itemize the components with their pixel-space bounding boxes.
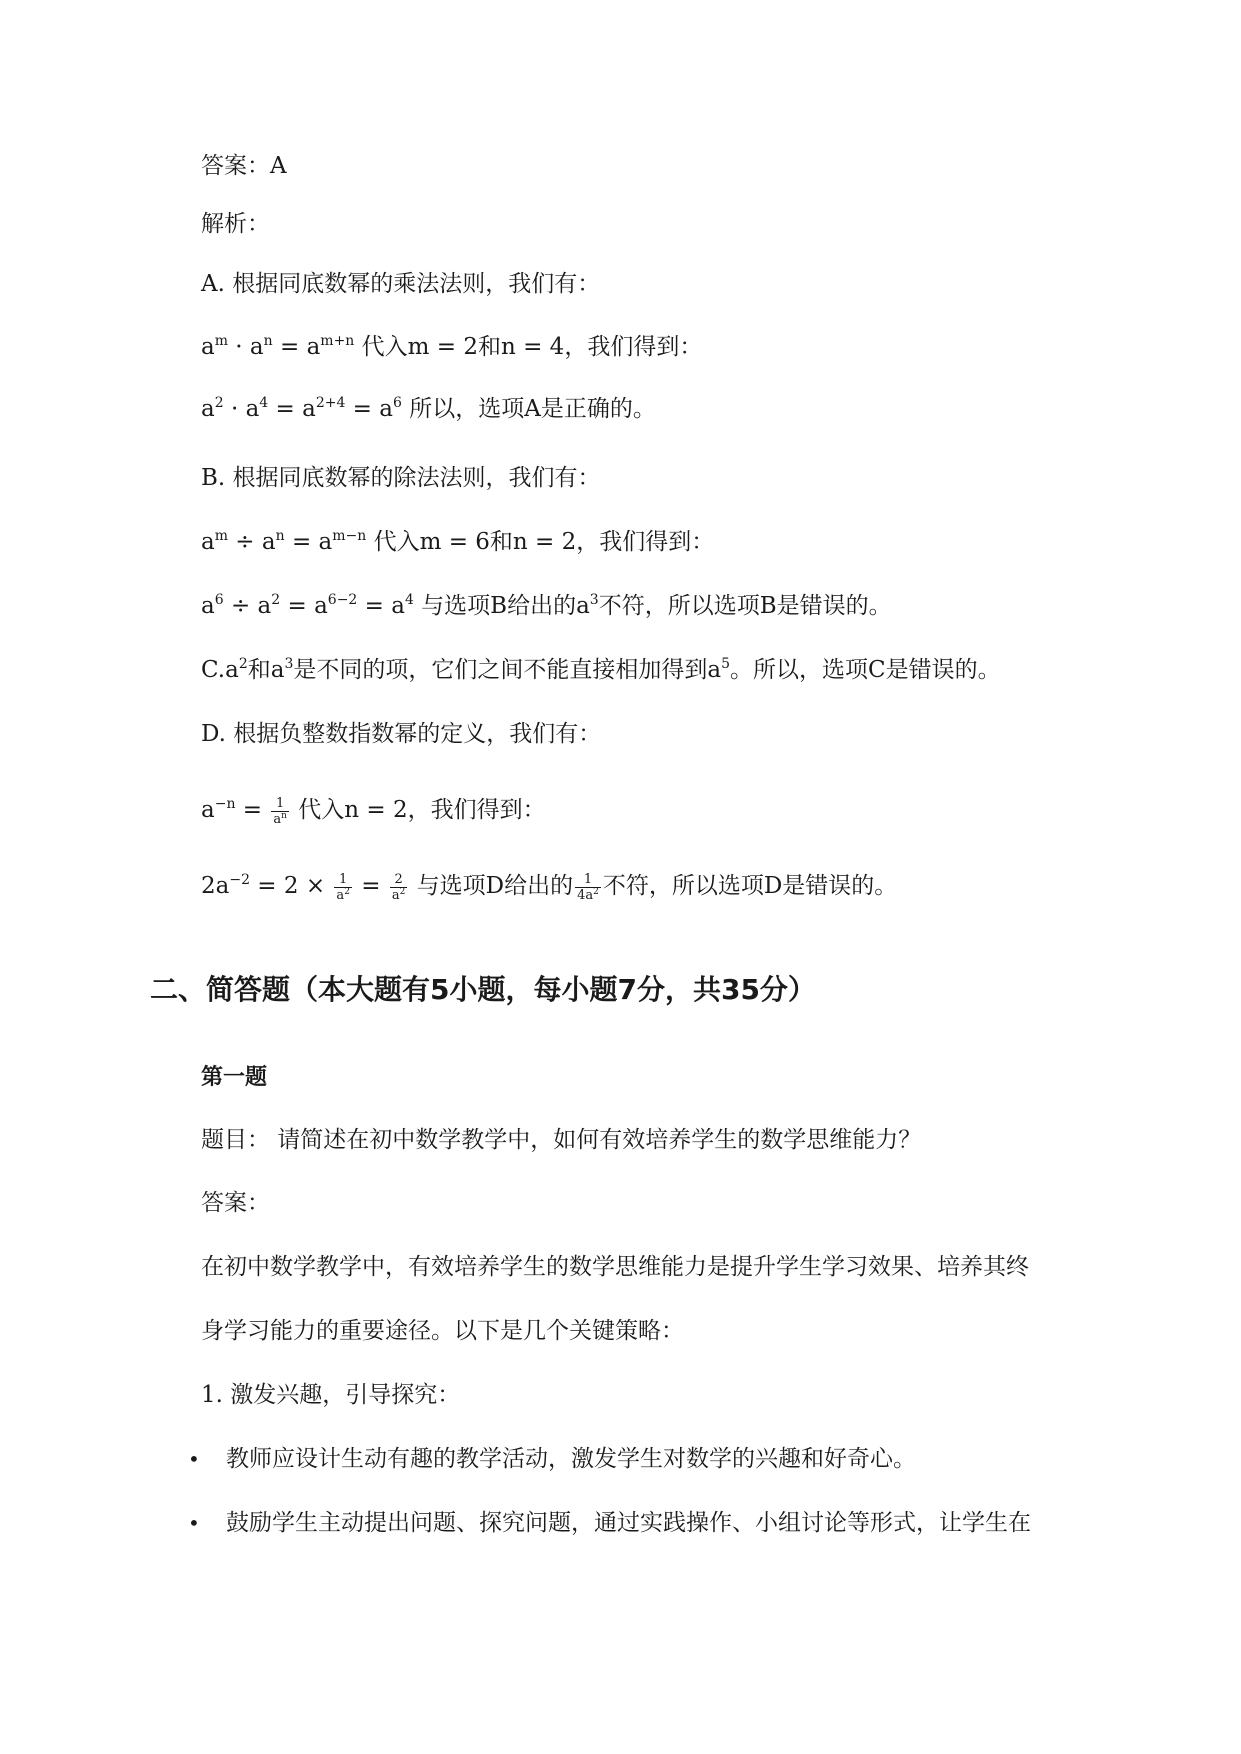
- option-c-text-1: C.a: [201, 657, 239, 683]
- option-b-calc-text-2: 不符，所以选项B是错误的。: [598, 593, 892, 619]
- fraction-1-over-a-n: $\frac{1}{a^n}$: [273, 795, 287, 827]
- option-b-calc-text-1: 与选项B给出的a: [413, 593, 590, 619]
- fraction-2-over-a2: $\frac{2}{a^2}$: [391, 871, 406, 903]
- option-b-rule-text: 代入m = 6和n = 2，我们得到：: [366, 529, 715, 555]
- option-d-calc-text-1: 与选项D给出的: [409, 873, 574, 899]
- option-d-calc: $2a^{-2} = 2$ × $\frac{1}{a^2}$ = $\frac{2}{a^2}$ 与选项D给出的 $\frac{1}{4a^2}$ 不符，所以选项D是错误的。: [201, 871, 898, 903]
- question-text: 题目： 请简述在初中数学教学中，如何有效培养学生的数学思维能力？: [201, 1127, 922, 1153]
- bullet-dot-icon: •: [188, 1511, 200, 1535]
- section-heading: 二、简答题（本大题有5小题，每小题7分，共35分）: [150, 973, 816, 1006]
- list-item-1: 1. 激发兴趣，引导探究：: [201, 1382, 461, 1408]
- option-a-intro: A. 根据同底数幂的乘法法则，我们有：: [201, 271, 601, 297]
- analysis-label: 解析：: [201, 211, 270, 237]
- paragraph-line-2: 身学习能力的重要途径。以下是几个关键策略：: [201, 1318, 684, 1344]
- option-c-text-3: 是不同的项，它们之间不能直接相加得到a: [293, 657, 722, 683]
- bullet-dot-icon: •: [188, 1447, 200, 1471]
- option-d-rule-text: 代入n = 2，我们得到：: [290, 797, 546, 823]
- option-a-rule-text: 代入m = 2和n = 4，我们得到：: [354, 334, 703, 360]
- answer-line: 答案：A: [201, 153, 287, 179]
- fraction-1-over-4a2: $\frac{1}{4a^2}$: [577, 871, 599, 903]
- bullet-item-1: 教师应设计生动有趣的教学活动，激发学生对数学的兴趣和好奇心。: [226, 1446, 916, 1472]
- option-a-rule: $a^m \cdot a^n = a^{m+n}$ 代入m = 2和n = 4，我们得到：: [201, 333, 703, 360]
- option-d-intro: D. 根据负整数指数幂的定义，我们有：: [201, 721, 602, 747]
- option-c-line: $C.a^2$和$a^3$是不同的项，它们之间不能直接相加得到$a^5$。所以，选项C是错误的。: [201, 656, 1001, 683]
- question-1-title: 第一题: [201, 1065, 268, 1090]
- answer-label: 答案：: [201, 1190, 270, 1216]
- option-b-calc: $a^6 \div a^2 = a^{6-2} = a^4$ 与选项B给出的$a^3$不符，所以选项B是错误的。: [201, 592, 892, 619]
- fraction-1-over-a2: $\frac{1}{a^2}$: [336, 871, 350, 903]
- option-c-text-2: 和a: [247, 657, 285, 683]
- bullet-item-2: 鼓励学生主动提出问题、探究问题，通过实践操作、小组讨论等形式，让学生在: [226, 1510, 1031, 1536]
- option-b-intro: B. 根据同底数幂的除法法则，我们有：: [201, 465, 601, 491]
- paragraph-line-1: 在初中数学教学中，有效培养学生的数学思维能力是提升学生学习效果、培养其终: [201, 1254, 1029, 1280]
- option-d-rule: $a^{-n}$ = $\frac{1}{a^n}$ 代入n = 2，我们得到：: [201, 795, 546, 827]
- option-a-calc: $a^2 \cdot a^4 = a^{2+4} = a^6$ 所以，选项A是正确的。: [201, 395, 656, 422]
- option-b-rule: $a^m \div a^n = a^{m-n}$ 代入m = 6和n = 2，我们得到：: [201, 528, 715, 555]
- option-d-calc-text-2: 不符，所以选项D是错误的。: [602, 873, 898, 899]
- option-c-text-4: 。所以，选项C是错误的。: [730, 657, 1001, 683]
- option-a-calc-text: 所以，选项A是正确的。: [401, 396, 656, 422]
